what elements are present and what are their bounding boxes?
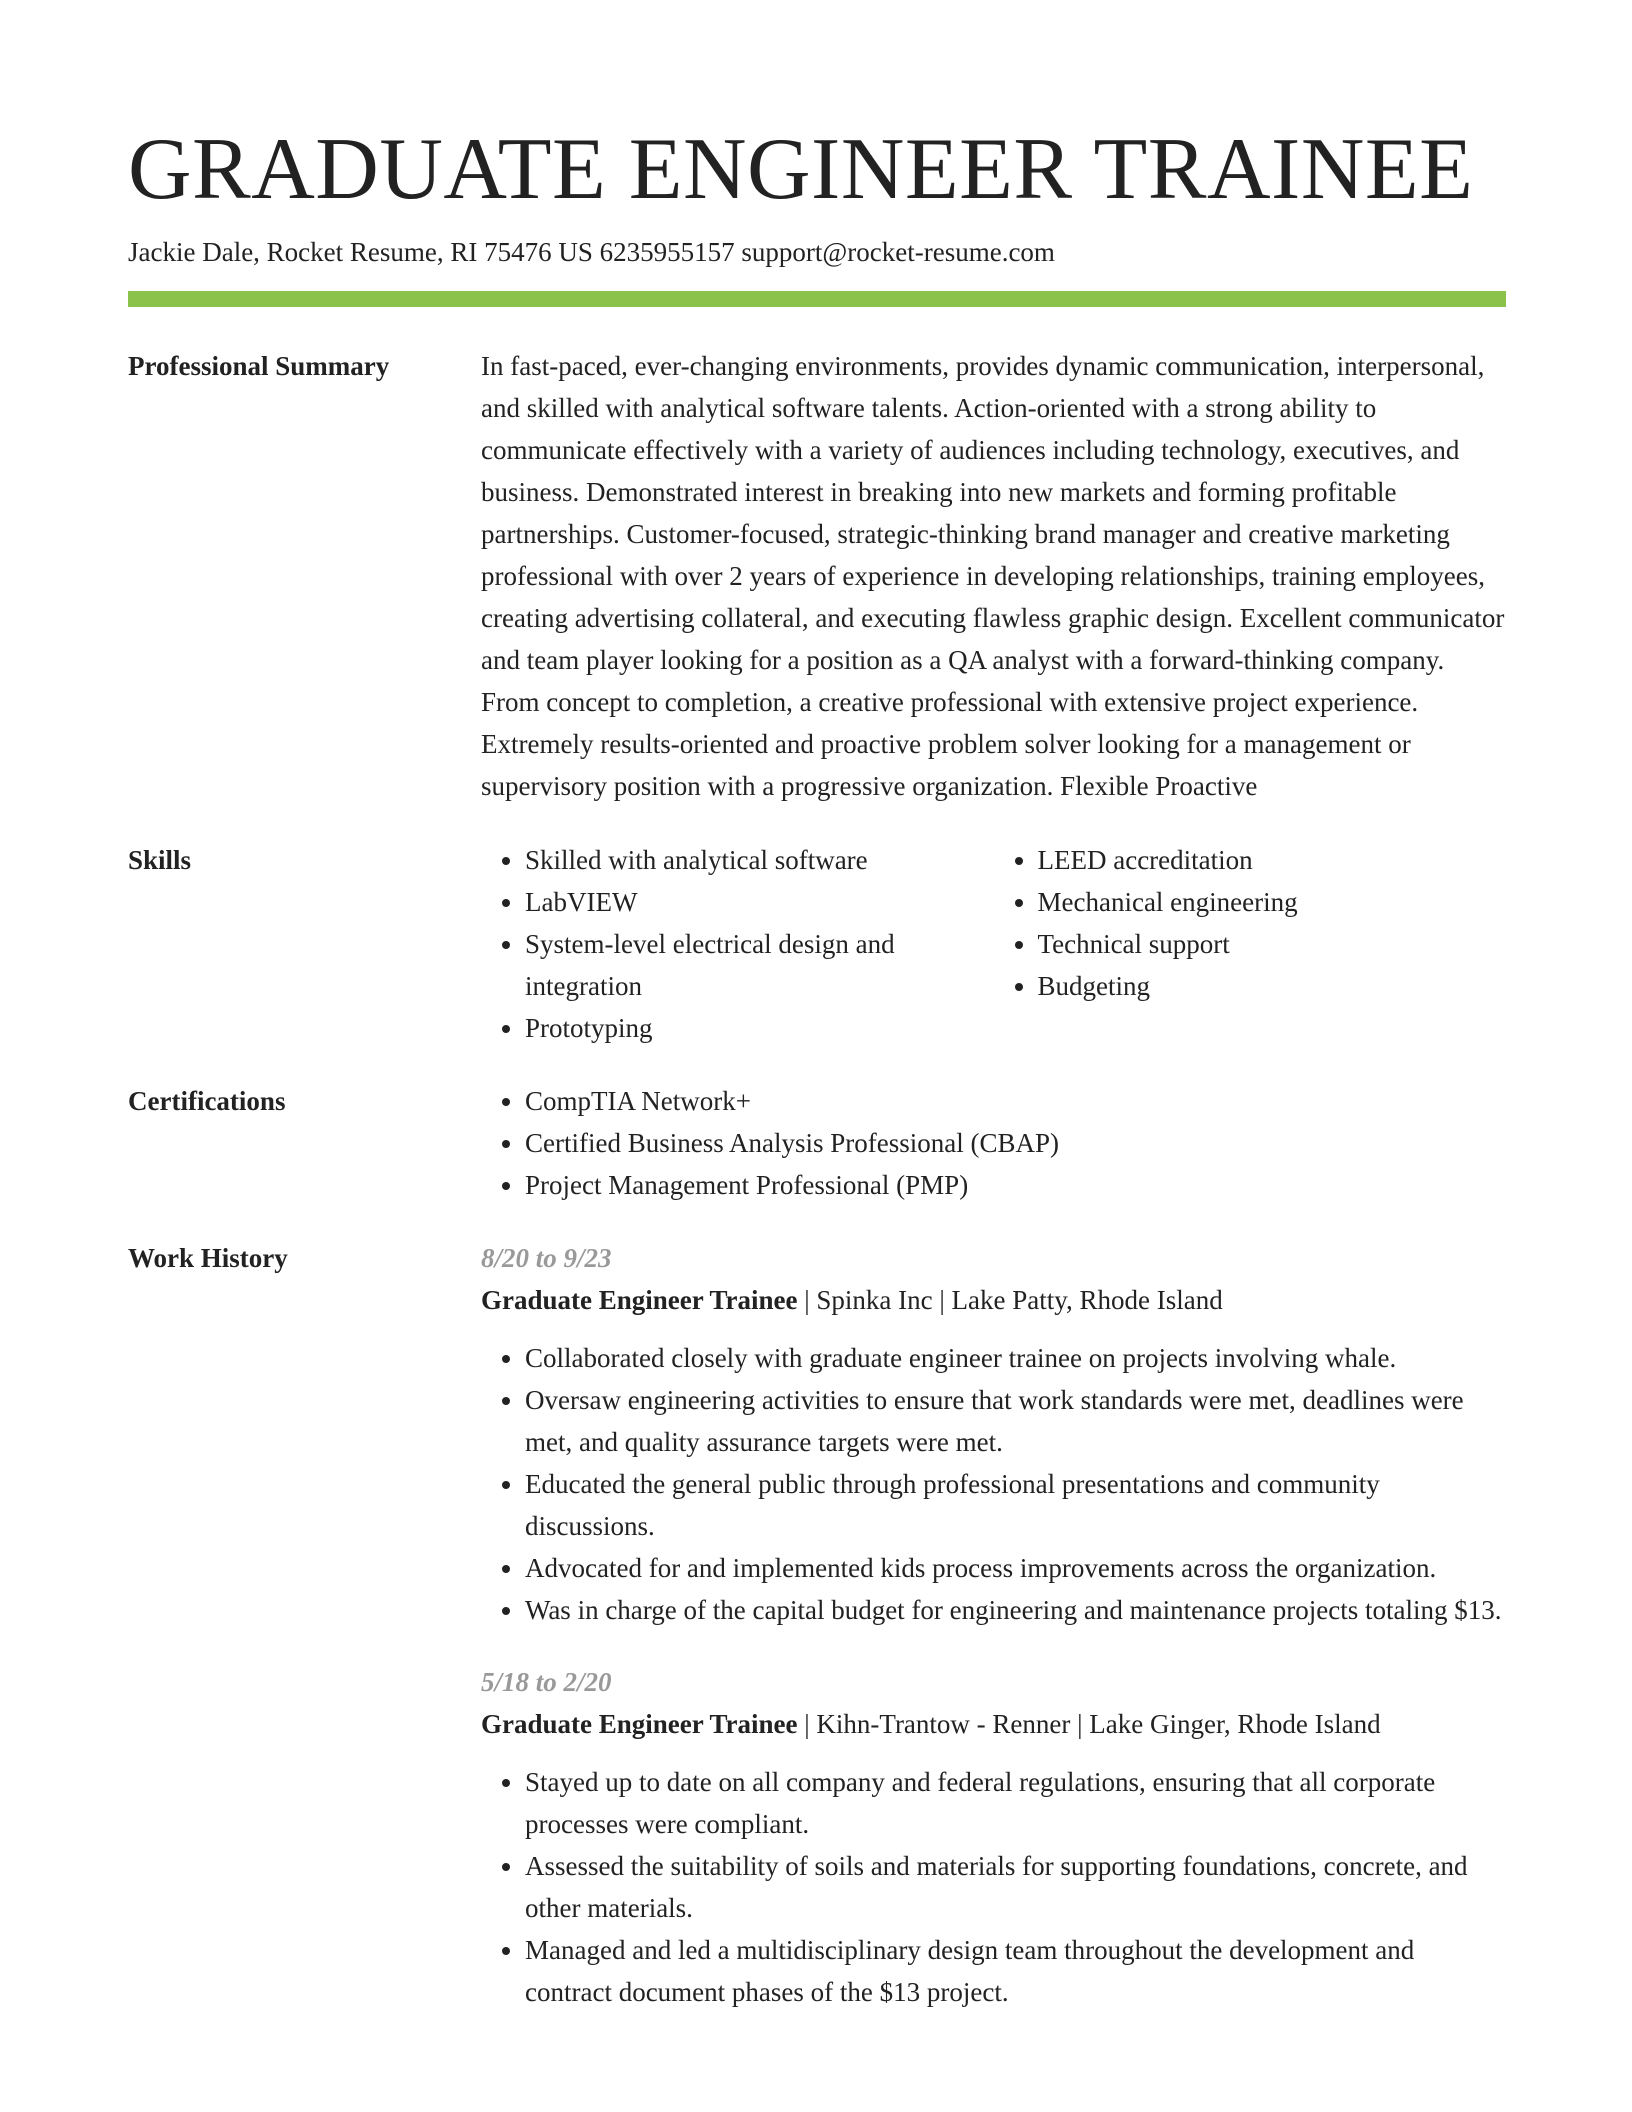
work-history-body — [481, 1237, 1506, 2013]
section-label-work-history: Work History — [128, 1243, 288, 1273]
section-label-certifications: Certifications — [128, 1086, 286, 1116]
job-bullet: • Collaborated closely with graduate engineer trainee on projects involving whale. — [525, 1337, 1506, 1379]
job-bullet: • Oversaw engineering activities to ensure that work standards were met, deadlines were met, and quality assurance targets were met. — [525, 1379, 1506, 1463]
job-dates: 5/18 to 2/20 — [481, 1667, 612, 1697]
job-dates: 8/20 to 9/23 — [481, 1243, 612, 1273]
skill-item: • LEED accreditation — [1038, 839, 1507, 881]
job-bullet: • Advocated for and implemented kids process improvements across the organization. — [525, 1547, 1506, 1589]
certifications-body — [481, 1080, 1506, 1206]
section-label-skills: Skills — [128, 845, 192, 875]
header-divider — [128, 291, 1506, 307]
skills-body — [481, 839, 1506, 1049]
resume-title: GRADUATE ENGINEER TRAINEE — [128, 121, 1474, 218]
certifications-section — [128, 1080, 1506, 1206]
skill-item: • Mechanical engineering — [1038, 881, 1507, 923]
skills-section — [128, 839, 1506, 1049]
certifications-list — [481, 1080, 1506, 1206]
job-title-line — [481, 1279, 1506, 1321]
job-title-line — [481, 1703, 1506, 1745]
resume-page — [128, 118, 1506, 2013]
skills-columns — [481, 839, 1506, 1049]
skills-list-right — [994, 839, 1507, 1049]
skills-list-left — [481, 839, 994, 1049]
skill-item: • Technical support — [1038, 923, 1507, 965]
skill-item: • Skilled with analytical software — [525, 839, 994, 881]
section-label-summary: Professional Summary — [128, 351, 390, 381]
summary-text: In fast-paced, ever-changing environments, provides dynamic communication, interpersonal, and skilled with analytical software talents. Action-oriented with a strong ability to communicate effectively with a variety of audiences including technology, executives, and business. Demonstrated interest in breaking into new markets and forming profitable partnerships. Customer-focused, strategic-thinking brand manager and creative marketing professional with over 2 years of experience in developing relationships, training employees, creating advertising collateral, and executing flawless graphic design. Excellent communicator and team player looking for a position as a QA analyst with a forward-thinking company. From concept to completion, a creative professional with extensive project experience. Extremely results-oriented and proactive problem solver looking for a management or supervisory position with a progressive organization. Flexible Proactive — [481, 351, 1505, 801]
job-company-location: | Spinka Inc | Lake Patty, Rhode Island — [797, 1285, 1223, 1315]
job-entry — [481, 1237, 1506, 1631]
job-bullet: • Assessed the suitability of soils and materials for supporting foundations, concrete, and other materials. — [525, 1845, 1506, 1929]
skill-item: • System-level electrical design and integration — [525, 923, 994, 1007]
job-bullet: • Managed and led a multidisciplinary design team throughout the development and contract document phases of the $13 project. — [525, 1929, 1506, 2013]
job-bullet: • Educated the general public through professional presentations and community discussions. — [525, 1463, 1506, 1547]
certification-item: • CompTIA Network+ — [525, 1080, 1506, 1122]
job-bullet: • Stayed up to date on all company and federal regulations, ensuring that all corporate processes were compliant. — [525, 1761, 1506, 1845]
work-history-section — [128, 1237, 1506, 2013]
certification-item: • Certified Business Analysis Professional (CBAP) — [525, 1122, 1506, 1164]
contact-line: Jackie Dale, Rocket Resume, RI 75476 US 6235955157 support@rocket-resume.com — [128, 237, 1055, 267]
skill-item: • Prototyping — [525, 1007, 994, 1049]
job-bullet: • Was in charge of the capital budget for engineering and maintenance projects totaling $13. — [525, 1589, 1506, 1631]
job-title: Graduate Engineer Trainee — [481, 1709, 798, 1739]
job-bullets — [481, 1337, 1506, 1631]
summary-section — [128, 345, 1506, 807]
certification-item: • Project Management Professional (PMP) — [525, 1164, 1506, 1206]
job-company-location: | Kihn-Trantow - Renner | Lake Ginger, Rhode Island — [797, 1709, 1381, 1739]
skill-item: • Budgeting — [1038, 965, 1507, 1007]
skill-item: • LabVIEW — [525, 881, 994, 923]
summary-body — [481, 345, 1506, 807]
job-entry — [481, 1661, 1506, 2013]
job-title: Graduate Engineer Trainee — [481, 1285, 798, 1315]
job-bullets — [481, 1761, 1506, 2013]
